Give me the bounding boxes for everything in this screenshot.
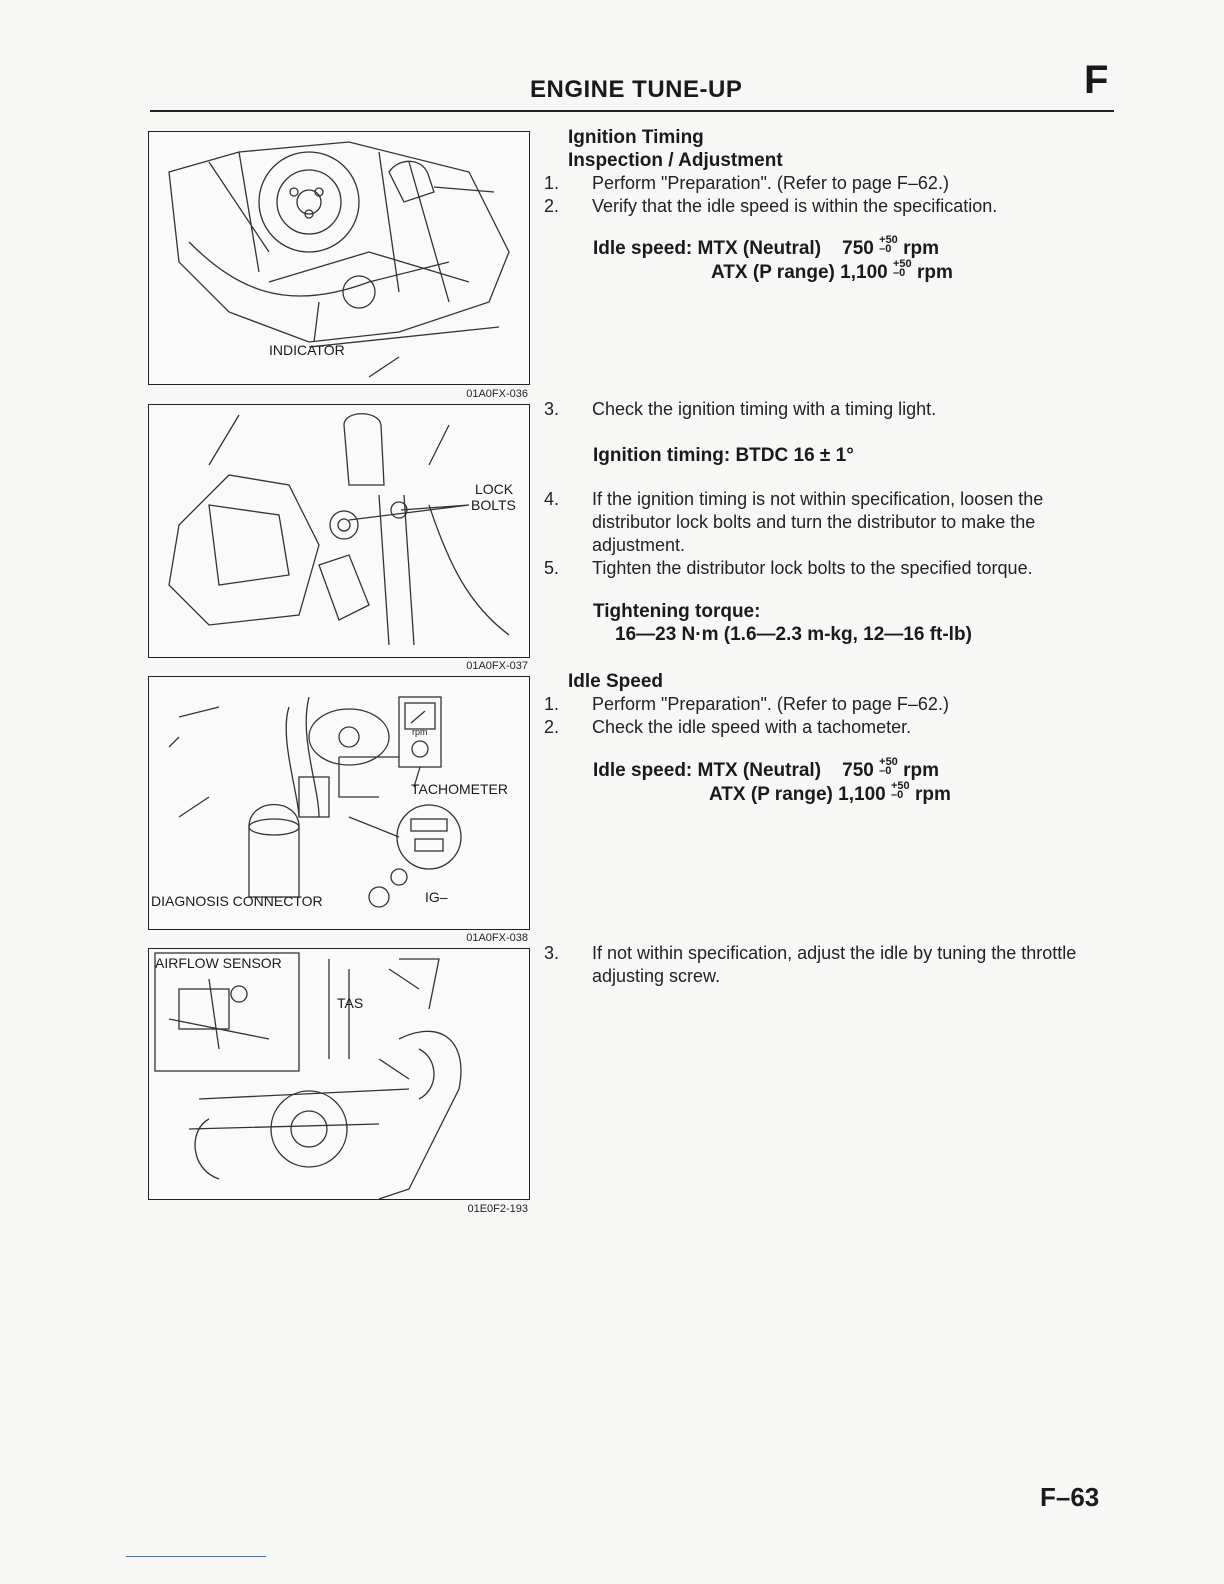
figure-code: 01E0F2-193 [467,1203,528,1215]
idle-step-3 [544,942,1113,988]
figure-label-bolts: BOLTS [471,497,516,513]
figure-label-tas: TAS [337,995,364,1011]
throttle-body-illustration [149,949,529,1199]
figure-tachometer [148,676,530,930]
section-subheading: Inspection / Adjustment [568,150,783,171]
list-item: 2. Check the idle speed with a tachometer. [544,717,912,737]
distributor-illustration [149,405,529,657]
figure-code: 01A0FX-037 [466,660,528,672]
list-item: 1. Perform "Preparation". (Refer to page F–62.) [544,694,949,714]
idle-speed-spec-1: Idle speed: MTX (Neutral) 750 +50 –0 rpm ATX (P range) 1,100 +50 –0 rpm [593,234,953,283]
figure-code: 01A0FX-038 [466,932,528,944]
ignition-step-3 [544,398,1113,421]
figure-label-ig: IG– [425,889,448,905]
section-heading: Idle Speed [568,671,664,692]
tachometer-rpm-label: rpm [412,727,428,737]
list-item: 5. Tighten the distributor lock bolts to the specified torque. [544,558,1033,578]
figure-label-diagnosis-connector: DIAGNOSIS CONNECTOR [151,893,323,909]
footer-line [126,1556,266,1557]
ignition-timing-section [544,126,1113,218]
list-item: 4. If the ignition timing is not within specification, loosen the distributor lock bolts and turn the distributor to make the adjustment. [544,489,1044,555]
figure-code: 01A0FX-036 [466,388,528,400]
figure-label-tachometer: TACHOMETER [411,781,508,797]
list-item: 3. Check the ignition timing with a timing light. [544,399,937,419]
figure-airflow-sensor [148,948,530,1200]
section-letter: F [1084,58,1109,102]
idle-speed-spec-2: Idle speed: MTX (Neutral) 750 +50 –0 rpm ATX (P range) 1,100 +50 –0 rpm [593,756,951,805]
tachometer-illustration [149,677,529,929]
page-title: ENGINE TUNE-UP [530,76,743,103]
list-item: 2. Verify that the idle speed is within the specification. [544,196,998,216]
list-item: 1. Perform "Preparation". (Refer to page F–62.) [544,173,949,193]
figure-label-indicator: INDICATOR [269,342,345,358]
page-number: F–63 [1040,1482,1100,1512]
figure-lock-bolts [148,404,530,658]
tightening-torque-spec: Tightening torque: 16—23 N·m (1.6—2.3 m-kg, 12—16 ft-lb) [593,601,972,645]
figure-label-airflow-sensor: AIRFLOW SENSOR [155,955,282,971]
header-divider [150,110,1114,112]
figure-indicator [148,131,530,385]
ignition-steps-4-5 [544,488,1113,580]
figure-label-lock: LOCK [475,481,514,497]
list-item: 3. If not within specification, adjust the idle by tuning the throttle adjusting screw. [544,943,1077,986]
ignition-timing-spec: Ignition timing: BTDC 16 ± 1° [593,445,854,466]
section-heading: Ignition Timing [568,127,704,148]
idle-speed-section [544,670,1113,739]
